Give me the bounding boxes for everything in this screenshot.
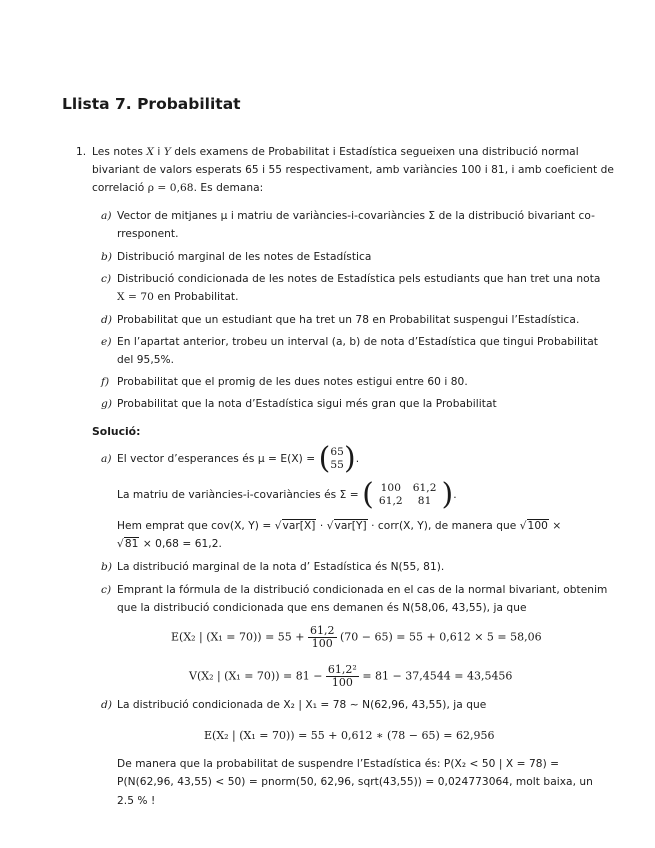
page-title: Llista 7. Probabilitat xyxy=(62,95,241,113)
item-label-d: d) xyxy=(101,314,113,326)
problem-number: 1. xyxy=(76,146,87,158)
item-label-b: b) xyxy=(101,251,113,263)
item-b-line-1: Distribució marginal de les notes de Estadística xyxy=(117,251,372,263)
item-g-line-1: Probabilitat que la nota d’Estadística sigui més gran que la Probabilitat xyxy=(117,398,497,410)
solution-c-line-1: Emprant la fórmula de la distribució condicionada en el cas de la normal bivariant, obtenim xyxy=(117,584,608,596)
problem-intro-line-3: correlació ρ = 0,68. Es demana: xyxy=(92,182,264,194)
solution-a-covariance-line-1: Hem emprat que cov(X, Y) = √var[X] · √var[Y] · corr(X, Y), de manera que √100 × xyxy=(117,520,562,532)
mean-vector: 65 55 xyxy=(330,446,344,471)
item-f-line-1: Probabilitat que el promig de les dues notes estigui entre 60 i 80. xyxy=(117,376,468,388)
solution-b-text: La distribució marginal de la nota d’ Estadística és N(55, 81). xyxy=(117,561,445,573)
item-d-line-1: Probabilitat que un estudiant que ha tret un 78 en Probabilitat suspengui l’Estadística. xyxy=(117,314,580,326)
equation-conditional-variance: V(X₂ | (X₁ = 70)) = 81 − $\frac{\text{61,2²}}{100}$ = 81 − 37,4544 = 43,5456 xyxy=(189,663,513,689)
solution-a-matrix: La matriu de variàncies-i-covariàncies és Σ = ( 100 61,2 61,2 81 ). xyxy=(117,477,457,512)
solution-label-a: a) xyxy=(101,453,112,465)
solution-a-mean: El vector d’esperances és μ = E(X) = ( 65 55 ). xyxy=(117,441,360,476)
item-label-g: g) xyxy=(101,398,113,410)
fraction-61-2-sq-over-100: $\frac{\text{61,2²}}{100}$ xyxy=(327,663,357,689)
item-c-line-2: X = 70 en Probabilitat. xyxy=(117,291,239,303)
item-e-line-1: En l’apartat anterior, trobeu un interval (a, b) de nota d’Estadística que tingui Probabilitat xyxy=(117,336,598,348)
solution-d-line-2: De manera que la probabilitat de suspendre l’Estadística és: P(X₂ < 50 | X = 78) = xyxy=(117,758,560,770)
item-e-line-2: del 95,5%. xyxy=(117,354,175,366)
solution-label-d: d) xyxy=(101,699,113,711)
solution-heading: Solució: xyxy=(92,425,141,438)
solution-d-line-3: P(N(62,96, 43,55) < 50) = pnorm(50, 62,96, sqrt(43,55)) = 0,024773064, molt baixa, un xyxy=(117,776,593,788)
solution-label-c: c) xyxy=(101,584,112,596)
item-a-line-2: rresponent. xyxy=(117,228,179,240)
item-label-f: f) xyxy=(101,376,110,388)
solution-label-b: b) xyxy=(101,561,113,573)
item-a-line-1: Vector de mitjanes μ i matriu de variàncies-i-covariàncies Σ de la distribució bivariant co- xyxy=(117,210,596,222)
solution-a-covariance-line-2: √81 × 0,68 = 61,2. xyxy=(117,538,222,550)
solution-c-line-2: que la distribució condicionada que ens demanen és N(58,06, 43,55), ja que xyxy=(117,602,527,614)
problem-intro-line-2: bivariant de valors esperats 65 i 55 respectivament, amb variàncies 100 i 81, i amb coeficient de xyxy=(92,164,614,176)
item-label-c: c) xyxy=(101,273,112,285)
equation-conditional-mean-78: E(X₂ | (X₁ = 70)) = 55 + 0,612 ∗ (78 − 65) = 62,956 xyxy=(204,729,495,742)
solution-d-text: La distribució condicionada de X₂ | X₁ = 78 ∼ N(62,96, 43,55), ja que xyxy=(117,699,487,711)
item-c-line-1: Distribució condicionada de les notes de Estadística pels estudiants que han tret una nota xyxy=(117,273,601,285)
equation-conditional-mean: E(X₂ | (X₁ = 70)) = 55 + $\frac{61,2}{100}$ (70 − 65) = 55 + 0,612 × 5 = 58,06 xyxy=(171,624,542,650)
solution-d-line-4: 2.5 % ! xyxy=(117,795,156,807)
problem-intro-line-1: Les notes X i Y dels examens de Probabilitat i Estadística segueixen una distribució normal xyxy=(92,146,579,158)
item-label-a: a) xyxy=(101,210,112,222)
fraction-61-2-over-100: $\frac{61,2}{100}$ xyxy=(310,624,335,650)
item-label-e: e) xyxy=(101,336,112,348)
covariance-matrix: 100 61,2 61,2 81 xyxy=(378,482,437,507)
